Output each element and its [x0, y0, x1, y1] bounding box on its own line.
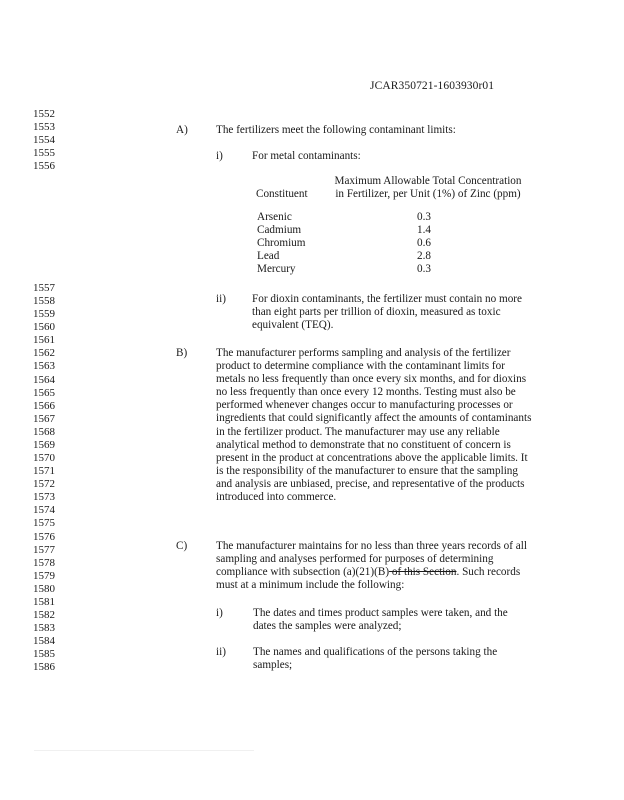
line-number: 1568: [33, 425, 55, 438]
line-number: 1579: [33, 569, 55, 582]
line-number: 1584: [33, 635, 55, 648]
table-row-value: 0.6: [417, 237, 431, 249]
line-number: 1553: [33, 121, 55, 134]
item-a-ii-text: For dioxin contaminants, the fertilizer must contain no more than eight parts per trillion of dioxin, measured as toxic equivalent (TEQ).: [252, 293, 522, 332]
line-number: 1556: [33, 160, 55, 173]
item-c-i-text: The dates and times product samples were taken, and the dates the samples were analyzed;: [253, 607, 508, 633]
line-number: 1583: [33, 622, 55, 635]
line-number: 1561: [33, 334, 55, 347]
line-number: 1557: [33, 282, 55, 294]
section-b-label: B): [176, 347, 188, 359]
table-row-name: Arsenic: [257, 211, 292, 223]
line-number: 1574: [33, 504, 55, 517]
line-number: 1580: [33, 582, 55, 595]
section-c-label: C): [176, 540, 188, 552]
line-number: 1578: [33, 556, 55, 569]
document-id: JCAR350721-1603930r01: [370, 80, 495, 92]
line-number: 1564: [33, 373, 55, 386]
line-number: 1555: [33, 147, 55, 160]
section-c-text: [216, 540, 534, 592]
table-header-concentration-line1: Maximum Allowable Total Concentration: [334, 175, 522, 187]
line-number: 1586: [33, 661, 55, 674]
section-a-label: A): [176, 124, 188, 136]
table-row-value: 2.8: [417, 250, 431, 262]
line-number: 1563: [33, 360, 55, 373]
item-c-ii-label: ii): [216, 646, 226, 658]
item-c-i-label: i): [216, 607, 223, 619]
line-number: 1569: [33, 438, 55, 451]
line-number: 1577: [33, 543, 55, 556]
line-number: 1560: [33, 321, 55, 334]
item-a-i-label: i): [216, 150, 223, 162]
line-number: 1572: [33, 478, 55, 491]
line-number: 1562: [33, 347, 55, 360]
section-c-struck-text: of this Section: [389, 566, 457, 579]
section-c-text-main: The manufacturer maintains for no less than three years records of all sampling and analyses performed for purposes of determining compliance with subsection (a)(21)(B): [216, 540, 527, 579]
line-number: 1552: [33, 108, 55, 120]
table-row-value: 0.3: [417, 211, 431, 223]
line-number: 1559: [33, 308, 55, 321]
table-row-value: 1.4: [417, 224, 431, 236]
table-header-constituent: Constituent: [256, 188, 308, 200]
section-c-text-end: . Such records must at a minimum include the following:: [216, 566, 521, 592]
line-number: 1581: [33, 595, 55, 608]
line-number: 1571: [33, 465, 55, 478]
table-row-name: Lead: [257, 250, 280, 262]
line-number: 1565: [33, 386, 55, 399]
item-a-ii-label: ii): [216, 293, 226, 305]
line-number: 1582: [33, 609, 55, 621]
table-header-concentration-line2: in Fertilizer, per Unit (1%) of Zinc (ppm): [335, 188, 521, 200]
table-row-name: Chromium: [257, 237, 306, 249]
section-a-text: The fertilizers meet the following contaminant limits:: [216, 124, 456, 136]
table-row-name: Cadmium: [257, 224, 302, 236]
item-c-ii-text: The names and qualifications of the persons taking the samples;: [253, 646, 498, 672]
line-number: 1573: [33, 491, 55, 504]
line-number: 1558: [33, 295, 55, 308]
footer-divider: [34, 750, 254, 751]
line-number: 1570: [33, 452, 55, 465]
line-number: 1575: [33, 517, 55, 530]
section-b-text: The manufacturer performs sampling and analysis of the fertilizer product to determine compliance with the contaminant limits for metals no less frequently than once every six months, and for dioxins no less frequently than once every 12 months. Testing must also be performed whenever changes occur to manufacturing processes or ingredients that could significantly affect the amounts of contaminants in the fertilizer product. The manufacturer may use any reliable analytical method to demonstrate that no constituent of concern is present in the product at concentrations above the applicable limits. It is the responsibility of the manufacturer to ensure that the sampling and analysis are unbiased, precise, and representative of the products introduced into commerce.: [216, 347, 532, 504]
table-row-name: Mercury: [257, 263, 296, 275]
line-number: 1566: [33, 399, 55, 412]
line-number: 1567: [33, 412, 55, 425]
table-row-value: 0.3: [417, 263, 431, 275]
item-a-i-text: For metal contaminants:: [252, 150, 361, 162]
line-number: 1576: [33, 530, 55, 543]
line-number: 1585: [33, 648, 55, 661]
line-number: 1554: [33, 134, 55, 147]
